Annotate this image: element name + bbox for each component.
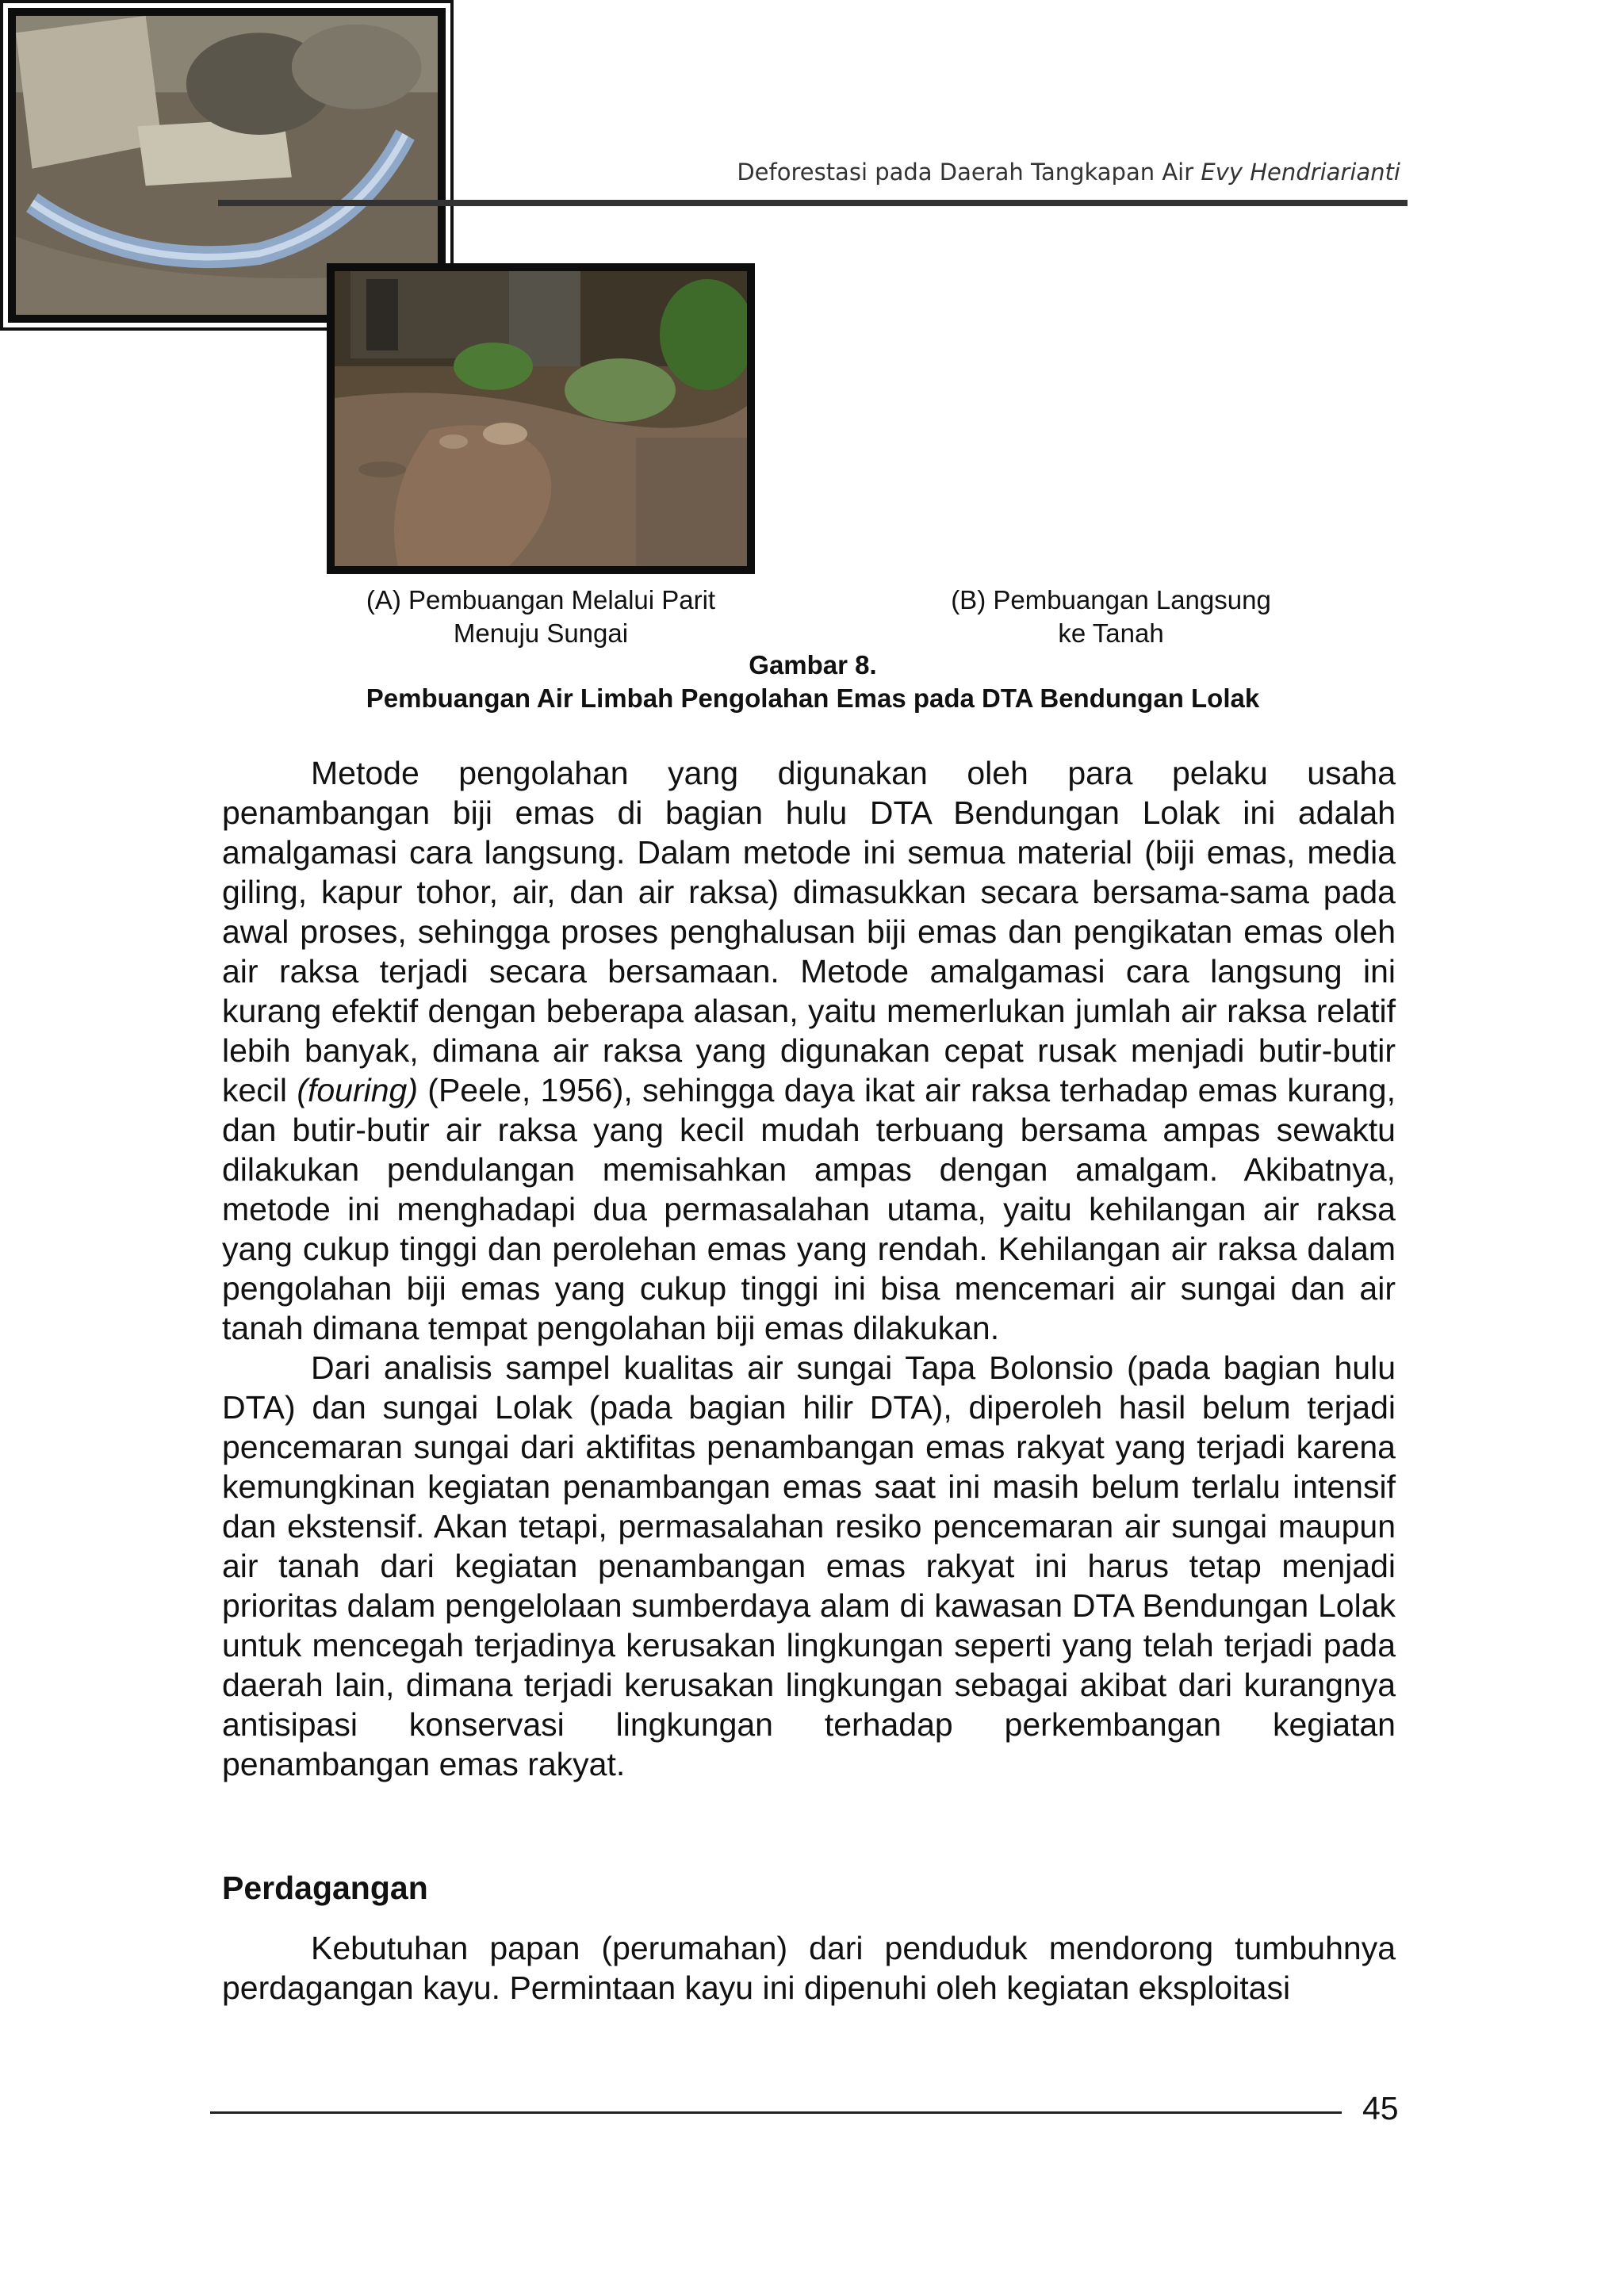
photo-a-caption-line1: (A) Pembuangan Melalui Parit xyxy=(366,585,716,614)
photo-a-caption xyxy=(327,584,755,650)
body-text-section-2 xyxy=(222,1928,1396,2008)
paragraph-1-part-b: (Peele, 1956), sehingga daya ikat air raksa terhadap emas kurang, dan butir-butir air raksa yang kecil mudah terbuang bersama ampas sewaktu dilakukan pendulangan memisahkan ampas dengan amalgam. Akibatnya, metode ini menghadapi dua permasalahan utama, yaitu kehilangan air raksa yang cukup tinggi dan perolehan emas yang rendah. Kehilangan air raksa dalam pengolahan biji emas yang cukup tinggi ini bisa mencemari air sungai dan air tanah dimana tempat pengolahan biji emas dilakukan. xyxy=(222,1072,1396,1346)
paragraph-3: Kebutuhan papan (perumahan) dari penduduk mendorong tumbuhnya perdagangan kayu. Permintaan kayu ini dipenuhi oleh kegiatan eksploitasi xyxy=(222,1930,1396,2006)
body-text-section xyxy=(222,753,1396,1784)
photo-b-caption-line2: ke Tanah xyxy=(1058,618,1164,648)
header-title: Deforestasi pada Daerah Tangkapan Air xyxy=(737,159,1194,186)
running-header xyxy=(737,159,1400,186)
paragraph-1 xyxy=(222,753,1396,1348)
paragraph-1-part-a: Metode pengolahan yang digunakan oleh para pelaku usaha penambangan biji emas di bagian hulu DTA Bendungan Lolak ini adalah amalgamasi cara langsung. Dalam metode ini semua material (biji emas, media giling, kapur tohor, air, dan air raksa) dimasukkan secara bersama-sama pada awal proses, sehingga proses penghalusan biji emas dan pengikatan emas oleh air raksa terjadi secara bersamaan. Metode amalgamasi cara langsung ini kurang efektif dengan beberapa alasan, yaitu memerlukan jumlah air raksa relatif lebih banyak, dimana air raksa yang digunakan cepat rusak menjadi butir-butir kecil xyxy=(222,755,1396,1108)
photo-b-caption-line1: (B) Pembuangan Langsung xyxy=(951,585,1271,614)
page-number: 45 xyxy=(1362,2090,1399,2126)
footer-rule xyxy=(210,2111,1342,2114)
photo-b-caption xyxy=(892,584,1330,650)
header-author: Evy Hendriarianti xyxy=(1201,159,1400,186)
photo-a-drainage-ditch xyxy=(327,263,755,574)
photo-a-caption-line2: Menuju Sungai xyxy=(453,618,629,648)
photo-a-image xyxy=(335,271,747,566)
section-heading: Perdagangan xyxy=(222,1870,428,1906)
paragraph-1-italic-term: (fouring) xyxy=(297,1072,418,1108)
header-rule xyxy=(218,200,1408,206)
figure-title: Pembuangan Air Limbah Pengolahan Emas pada DTA Bendungan Lolak xyxy=(366,683,1260,713)
paragraph-2: Dari analisis sampel kualitas air sungai Tapa Bolonsio (pada bagian hulu DTA) dan sungai Lolak (pada bagian hilir DTA), diperoleh hasil belum terjadi pencemaran sungai dari aktifitas penambangan emas rakyat yang terjadi karena kemungkinan kegiatan penambangan emas saat ini masih belum terlalu intensif dan ekstensif. Akan tetapi, permasalahan resiko pencemaran air sungai maupun air tanah dari kegiatan penambangan emas rakyat ini harus tetap menjadi prioritas dalam pengelolaan sumberdaya alam di kawasan DTA Bendungan Lolak untuk mencegah terjadinya kerusakan lingkungan seperti yang telah terjadi pada daerah lain, dimana terjadi kerusakan lingkungan sebagai akibat dari kurangnya antisipasi konservasi lingkungan terhadap perkembangan kegiatan penambangan emas rakyat. xyxy=(222,1349,1396,1782)
figure-number: Gambar 8. xyxy=(749,650,877,679)
